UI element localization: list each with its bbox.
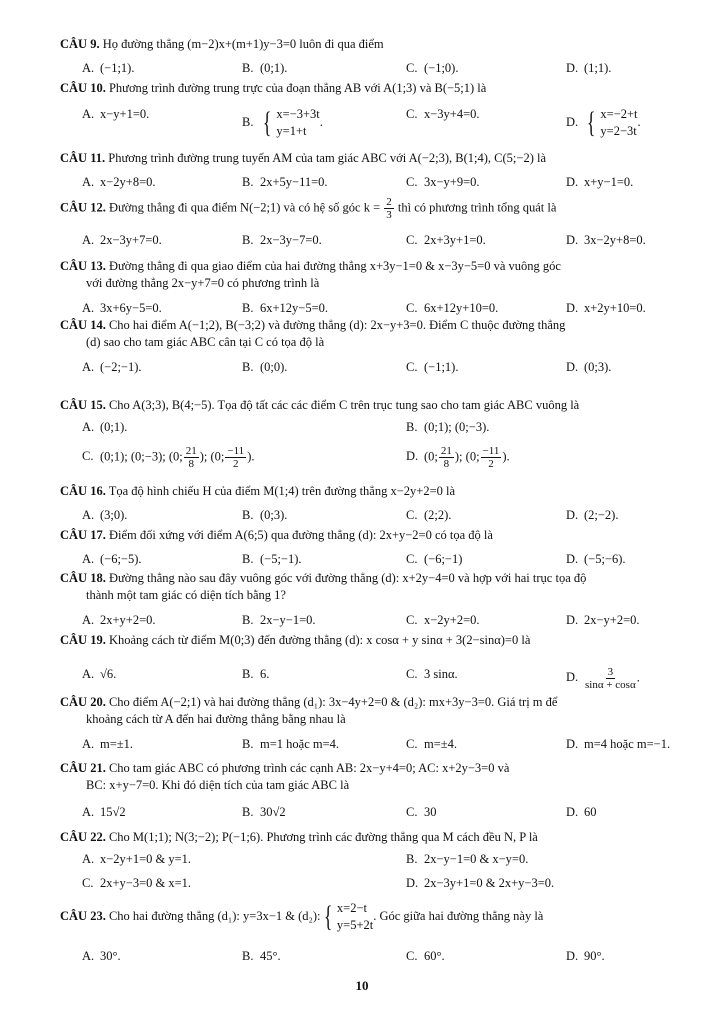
question-block <box>60 527 694 566</box>
answer-option <box>242 300 328 317</box>
option-text: (−6;−5). <box>100 552 142 566</box>
option-text: (0;1); (0;−3). <box>424 420 490 434</box>
option-label: D. <box>406 876 419 890</box>
answer-option <box>406 875 554 892</box>
option-text: 2x+y−3=0 & x=1. <box>100 876 192 890</box>
question-text: Cho hai điểm A(−1;2), B(−3;2) và đường thẳng (d): 2x−y+3=0. Điểm C thuộc đường thẳng <box>108 318 566 332</box>
answer-option <box>566 736 670 753</box>
option-text: (0;1). <box>260 61 288 75</box>
system-lines <box>337 900 373 934</box>
question-block <box>60 36 694 75</box>
option-label: D. <box>566 737 579 751</box>
option-text: 60 <box>584 805 597 819</box>
option-text: (1;1). <box>584 61 612 75</box>
question-text: Cho tam giác ABC có phương trình các cạnh AB: 2x−y+4=0; AC: x+2y−3=0 và <box>108 761 510 775</box>
question-text-post: . Góc giữa hai đường thẳng này là <box>373 908 544 923</box>
question-continuation: thành một tam giác có diện tích bằng 1? <box>86 588 286 602</box>
option-label: D. <box>566 805 579 819</box>
option-text: (0;1). <box>100 420 128 434</box>
answer-option <box>82 875 191 892</box>
option-text: 2x−y−1=0 & x−y=0. <box>424 852 529 866</box>
system-brace: { <box>586 106 596 139</box>
question-number: CÂU 22. <box>60 830 106 844</box>
option-text: 2x+5y−11=0. <box>260 175 328 189</box>
answer-option <box>406 300 498 317</box>
option-label: A. <box>82 360 95 374</box>
option-label: D. <box>566 949 579 963</box>
fraction <box>585 666 636 691</box>
fraction-numerator: −11 <box>482 445 500 457</box>
option-text: x−2y+2=0. <box>424 613 480 627</box>
answer-option <box>566 106 641 140</box>
option-text: 2x−y+2=0. <box>584 613 640 627</box>
option-text: 2x−y−1=0. <box>260 613 316 627</box>
option-label: A. <box>82 805 95 819</box>
fraction-denominator: 2 <box>488 458 494 470</box>
question-block <box>60 570 694 627</box>
option-label: B. <box>242 613 254 627</box>
option-label: A. <box>82 233 95 247</box>
option-label: D. <box>566 360 579 374</box>
question-continuation: khoảng cách từ A đến hai đường thẳng bằng nhau là <box>86 712 346 726</box>
option-label: B. <box>406 420 418 434</box>
option-label: C. <box>406 61 418 75</box>
question-number: CÂU 12. <box>60 200 106 215</box>
question-number: CÂU 15. <box>60 398 106 412</box>
option-label: C. <box>406 107 418 121</box>
question-text: Họ đường thẳng (m−2)x+(m+1)y−3=0 luôn đi qua điểm <box>102 37 384 51</box>
answer-option <box>242 106 323 140</box>
system-line-1: x=−3+3t <box>276 107 320 121</box>
answer-option <box>406 736 457 753</box>
question-stem <box>60 900 694 934</box>
option-text: x+2y+10=0. <box>584 301 646 315</box>
option-text: x−2y+8=0. <box>100 175 156 189</box>
answer-option <box>406 174 480 191</box>
question-block <box>60 694 694 751</box>
option-text: 2x−3y+7=0. <box>100 233 162 247</box>
option-label: C. <box>406 508 418 522</box>
option-text: 3x−2y+8=0. <box>584 233 646 247</box>
option-text: 6x+12y−5=0. <box>260 301 329 315</box>
option-label: A. <box>82 175 95 189</box>
question-stem <box>60 570 694 587</box>
answer-option <box>566 507 618 524</box>
question-stem <box>60 150 694 167</box>
fraction <box>184 445 199 470</box>
fraction-denominator: 3 <box>386 209 392 221</box>
question-text-pre: Đường thẳng đi qua điểm N(−2;1) và có hệ số góc k = <box>108 200 381 215</box>
answer-option <box>242 60 287 77</box>
fraction-denominator: 2 <box>233 458 239 470</box>
fraction-denominator: 8 <box>188 458 194 470</box>
question-text: Cho A(3;3), B(4;−5). Tọa độ tất các các điểm C trên trục tung sao cho tam giác ABC vuông là <box>108 398 580 412</box>
option-text: 2x−3y−7=0. <box>260 233 322 247</box>
answer-option <box>82 419 127 436</box>
option-label: C. <box>406 737 418 751</box>
option-label: B. <box>242 552 254 566</box>
option-text: m=4 hoặc m=−1. <box>584 737 671 751</box>
option-text-post: ). <box>502 449 510 464</box>
option-text: (0;3). <box>584 360 612 374</box>
question-block <box>60 483 694 522</box>
question-stem <box>60 527 694 544</box>
option-label: C. <box>406 552 418 566</box>
option-text: 2x+3y+1=0. <box>424 233 486 247</box>
answer-option <box>566 804 597 821</box>
question-stem <box>60 760 694 777</box>
question-number: CÂU 13. <box>60 259 106 273</box>
system-brace: { <box>262 106 272 139</box>
fraction <box>439 445 454 470</box>
question-block <box>60 258 694 315</box>
equation-system <box>321 900 374 934</box>
answer-option <box>566 551 626 568</box>
option-label: A. <box>82 613 95 627</box>
fraction-numerator: 3 <box>607 666 614 678</box>
fraction <box>225 445 246 470</box>
question-stem <box>60 632 694 649</box>
option-text: 6. <box>260 667 270 681</box>
answer-option <box>566 612 640 629</box>
option-label: B. <box>242 114 254 129</box>
answer-option <box>82 612 156 629</box>
option-text: (−5;−1). <box>260 552 302 566</box>
option-label: B. <box>242 805 254 819</box>
fraction-numerator: −11 <box>227 445 245 457</box>
question-text: Điểm đối xứng với điểm A(6;5) qua đường thẳng (d): 2x+y−2=0 có tọa độ là <box>108 528 493 542</box>
option-label: A. <box>82 301 95 315</box>
option-text: (−1;0). <box>424 61 459 75</box>
option-text: 3x−y+9=0. <box>424 175 480 189</box>
option-label: D. <box>566 301 579 315</box>
option-label: D. <box>406 449 419 464</box>
option-label: D. <box>566 670 579 685</box>
question-block <box>60 829 694 890</box>
option-label: B. <box>242 175 254 189</box>
option-text-pre: (0; <box>424 449 438 464</box>
option-text: 45°. <box>260 949 281 963</box>
question-text-pre: Cho hai đường thẳng (d₁): y=3x−1 & (d₂): <box>108 908 321 923</box>
option-label: C. <box>406 233 418 247</box>
answer-option <box>82 948 121 965</box>
option-text: 30√2 <box>260 805 286 819</box>
question-number: CÂU 20. <box>60 695 106 709</box>
question-block <box>60 196 694 247</box>
answer-option <box>566 948 605 965</box>
system-line-1: x=−2+t <box>600 107 638 121</box>
system-line-1: x=2−t <box>336 901 367 915</box>
answer-option <box>566 232 646 249</box>
option-label: A. <box>82 667 95 681</box>
question-stem <box>60 196 694 221</box>
question-number: CÂU 9. <box>60 37 100 51</box>
answer-option <box>82 60 134 77</box>
option-text: (0;3). <box>260 508 288 522</box>
answer-option <box>242 507 287 524</box>
option-text: x+y−1=0. <box>584 175 634 189</box>
fraction <box>384 196 394 221</box>
question-continuation: (d) sao cho tam giác ABC cân tại C có tọa độ là <box>86 335 325 349</box>
question-number: CÂU 21. <box>60 761 106 775</box>
option-label: A. <box>82 852 95 866</box>
option-text: m=±1. <box>100 737 134 751</box>
answer-option <box>242 666 269 683</box>
option-label: D. <box>566 613 579 627</box>
option-text: (−1;1). <box>424 360 459 374</box>
question-text: Cho điểm A(−2;1) và hai đường thẳng (d₁): 3x−4y+2=0 & (d₂): mx+3y−3=0. Giá trị m để <box>108 695 558 709</box>
answer-option <box>242 232 322 249</box>
question-block <box>60 150 694 189</box>
system-line-2: y=2−3t <box>600 124 637 138</box>
answer-option <box>406 612 480 629</box>
fraction-denominator: 8 <box>443 458 450 470</box>
answer-option <box>566 60 611 77</box>
option-suffix: . <box>636 670 640 685</box>
option-label: C. <box>406 360 418 374</box>
question-continuation: BC: x+y−7=0. Khi đó diện tích của tam giác ABC là <box>86 778 350 792</box>
answer-option <box>82 445 254 470</box>
option-label: D. <box>566 175 579 189</box>
option-label: B. <box>242 61 254 75</box>
answer-option <box>82 666 116 683</box>
option-text-post: ). <box>247 449 255 464</box>
option-label: A. <box>82 737 95 751</box>
answer-option <box>406 804 437 821</box>
answer-option <box>82 851 191 868</box>
page-number: 10 <box>355 978 369 993</box>
system-line-2: y=5+2t <box>336 918 374 932</box>
answer-option <box>406 232 486 249</box>
question-continuation: với đường thẳng 2x−y+7=0 có phương trình là <box>86 276 320 290</box>
option-label: B. <box>242 360 254 374</box>
question-stem <box>60 36 694 53</box>
option-label: A. <box>82 949 95 963</box>
question-number: CÂU 14. <box>60 318 106 332</box>
question-stem <box>60 694 694 711</box>
answer-option <box>406 948 445 965</box>
question-number: CÂU 11. <box>60 151 106 165</box>
question-stem <box>60 80 694 97</box>
answer-option <box>406 359 458 376</box>
option-text: (0;0). <box>260 360 288 374</box>
option-text: x−2y+1=0 & y=1. <box>100 852 192 866</box>
option-label: D. <box>566 114 579 129</box>
option-text: (2;−2). <box>584 508 619 522</box>
option-label: A. <box>82 552 95 566</box>
question-text: Phương trình đường trung trực của đoạn thẳng AB với A(1;3) và B(−5;1) là <box>108 81 487 95</box>
option-label: C. <box>406 805 418 819</box>
question-stem <box>60 483 694 500</box>
option-label: D. <box>566 508 579 522</box>
equation-system <box>584 106 638 140</box>
option-text: (−1;1). <box>100 61 135 75</box>
option-label: D. <box>566 552 579 566</box>
fraction-numerator: 2 <box>386 196 392 208</box>
option-label: B. <box>242 737 254 751</box>
equation-system <box>260 106 320 140</box>
answer-option <box>406 419 489 436</box>
answer-option <box>406 666 458 683</box>
answer-option <box>82 300 162 317</box>
question-text: Cho M(1;1); N(3;−2); P(−1;6). Phương trình các đường thẳng qua M cách đều N, P là <box>108 830 538 844</box>
question-block <box>60 760 694 819</box>
system-lines <box>600 106 637 140</box>
option-text: 15√2 <box>100 805 126 819</box>
answer-option <box>242 736 339 753</box>
question-text-post: thì có phương trình tổng quát là <box>397 200 557 215</box>
fraction <box>481 445 502 470</box>
question-stem <box>60 397 694 414</box>
answer-option <box>406 445 510 470</box>
question-number: CÂU 23. <box>60 908 106 923</box>
option-text: x−3y+4=0. <box>424 107 480 121</box>
option-text: (−5;−6). <box>584 552 626 566</box>
question-text: Phương trình đường trung tuyến AM của tam giác ABC với A(−2;3), B(1;4), C(5;−2) là <box>108 151 547 165</box>
question-text: Đường thẳng đi qua giao điểm của hai đường thẳng x+3y−1=0 & x−3y−5=0 và vuông góc <box>108 259 561 273</box>
answer-option <box>82 804 126 821</box>
option-text: (3;0). <box>100 508 128 522</box>
option-label: B. <box>406 852 418 866</box>
option-label: C. <box>406 949 418 963</box>
option-label: A. <box>82 107 95 121</box>
option-label: C. <box>406 175 418 189</box>
answer-option <box>406 851 528 868</box>
option-text: 2x−3y+1=0 & 2x+y−3=0. <box>424 876 555 890</box>
option-label: C. <box>82 876 94 890</box>
answer-option <box>82 507 127 524</box>
question-stem <box>60 258 694 275</box>
option-label: C. <box>406 613 418 627</box>
option-text: (−2;−1). <box>100 360 142 374</box>
question-number: CÂU 19. <box>60 633 106 647</box>
option-text: 90°. <box>584 949 605 963</box>
question-text: Tọa độ hình chiếu H của điểm M(1;4) trên đường thẳng x−2y+2=0 là <box>108 484 456 498</box>
option-label: C. <box>82 449 94 464</box>
option-label: B. <box>242 508 254 522</box>
question-block <box>60 397 694 470</box>
question-stem <box>60 317 694 334</box>
option-label: A. <box>82 508 95 522</box>
option-text: 2x+y+2=0. <box>100 613 156 627</box>
answer-option <box>242 174 328 191</box>
option-text: √6. <box>100 667 117 681</box>
system-brace: { <box>323 900 333 933</box>
option-text: m=±4. <box>424 737 458 751</box>
option-text: 60°. <box>424 949 445 963</box>
option-label: D. <box>566 233 579 247</box>
option-label: B. <box>242 301 254 315</box>
answer-option <box>82 174 156 191</box>
question-block <box>60 900 694 963</box>
option-label: A. <box>82 61 95 75</box>
question-number: CÂU 18. <box>60 571 106 585</box>
answer-option <box>242 804 286 821</box>
option-suffix: . <box>319 114 323 129</box>
answer-option <box>406 60 458 77</box>
answer-option <box>566 666 640 691</box>
option-text-pre: (0;1); (0;−3); (0; <box>100 449 183 464</box>
question-number: CÂU 17. <box>60 528 106 542</box>
question-block <box>60 317 694 374</box>
option-label: B. <box>242 949 254 963</box>
fraction-numerator: 21 <box>185 445 197 457</box>
answer-option <box>406 551 462 568</box>
question-number: CÂU 10. <box>60 81 106 95</box>
option-text: x−y+1=0. <box>100 107 150 121</box>
option-text: 30°. <box>100 949 121 963</box>
answer-option <box>242 551 302 568</box>
option-text-mid: ); (0; <box>199 449 225 464</box>
question-text: Đường thẳng nào sau đây vuông góc với đường thẳng (d): x+2y−4=0 và hợp với hai trục tọa độ <box>108 571 587 585</box>
answer-option <box>566 300 646 317</box>
answer-option <box>242 359 287 376</box>
question-stem <box>60 829 694 846</box>
answer-option <box>406 106 480 123</box>
system-lines <box>276 106 319 140</box>
option-text: 3 sinα. <box>424 667 458 681</box>
question-text: Khoảng cách từ điểm M(0;3) đến đường thẳng (d): x cosα + y sinα + 3(2−sinα)=0 là <box>108 633 531 647</box>
answer-option <box>406 507 451 524</box>
answer-option <box>242 948 281 965</box>
option-label: D. <box>566 61 579 75</box>
option-text: (−6;−1) <box>424 552 463 566</box>
option-label: C. <box>406 301 418 315</box>
option-text: 30 <box>424 805 437 819</box>
answer-option <box>82 359 142 376</box>
answer-option <box>82 736 133 753</box>
option-label: C. <box>406 667 418 681</box>
answer-option <box>242 612 316 629</box>
option-text: 3x+6y−5=0. <box>100 301 162 315</box>
answer-option <box>82 232 162 249</box>
option-suffix: . <box>637 114 641 129</box>
option-text-mid: ); (0; <box>454 449 480 464</box>
option-text: m=1 hoặc m=4. <box>260 737 340 751</box>
answer-option <box>566 174 633 191</box>
question-number: CÂU 16. <box>60 484 106 498</box>
question-block <box>60 80 694 139</box>
answer-option <box>82 551 142 568</box>
fraction-denominator: sinα + cosα <box>585 679 636 691</box>
system-line-2: y=1+t <box>276 124 307 138</box>
answer-option <box>566 359 611 376</box>
fraction-numerator: 21 <box>440 445 452 457</box>
option-label: B. <box>242 667 254 681</box>
answer-option <box>82 106 149 123</box>
option-text: 6x+12y+10=0. <box>424 301 499 315</box>
option-text: (2;2). <box>424 508 452 522</box>
option-label: A. <box>82 420 95 434</box>
option-label: B. <box>242 233 254 247</box>
